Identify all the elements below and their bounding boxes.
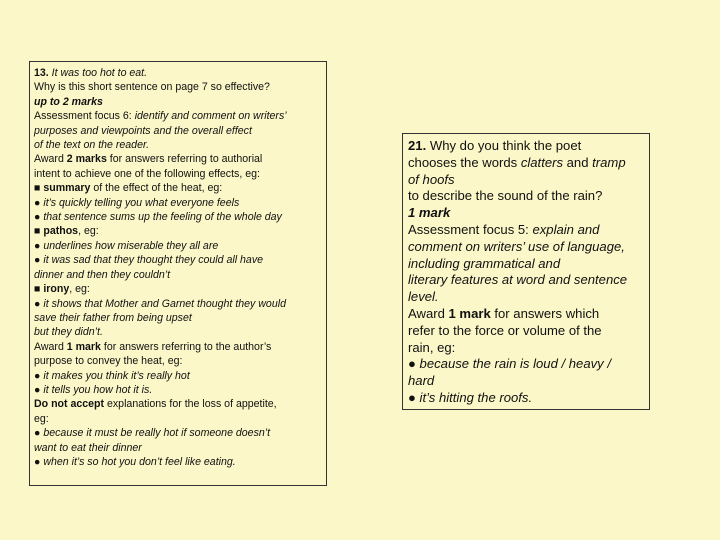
- q21-line: [408, 256, 649, 273]
- q21-text: rain, eg:: [408, 339, 456, 355]
- q13-text: of the text on the reader.: [34, 139, 150, 152]
- q13-text: 1 mark: [66, 340, 101, 353]
- q21-line: [408, 340, 649, 357]
- q13-text: purpose to convey the heat, eg:: [34, 355, 183, 368]
- q21-text: to describe the sound of the rain?: [408, 188, 603, 204]
- q21-text: level.: [408, 289, 439, 305]
- q21-text: chooses the words: [408, 154, 521, 170]
- q13-line: [34, 124, 326, 138]
- q13-text: 2 marks: [66, 153, 107, 166]
- q21-text: of hoofs: [408, 171, 455, 187]
- q13-line: [34, 369, 326, 383]
- q13-line: [34, 354, 326, 368]
- q21-line: [408, 239, 649, 256]
- q13-text: Do not accept: [34, 398, 105, 411]
- q13-text: ●: [34, 369, 44, 382]
- q13-line: [34, 167, 326, 181]
- q21-line: [408, 306, 649, 323]
- q13-text: ●: [34, 196, 44, 209]
- q13-text: Award: [34, 340, 67, 353]
- q13-text: intent to achieve one of the following effects, eg:: [34, 167, 260, 180]
- q13-line: [34, 297, 326, 311]
- q13-text: ●: [34, 383, 44, 396]
- q13-text: because it must be really hot if someone doesn’t: [43, 427, 271, 440]
- q13-line: [34, 80, 326, 94]
- q13-text: , eg:: [78, 225, 99, 238]
- q21-line: [408, 356, 649, 373]
- q21-line: [408, 390, 649, 407]
- q21-line: [408, 188, 649, 205]
- q21-text: comment on writers’ use of language,: [408, 238, 625, 254]
- q13-text: pathos: [43, 225, 79, 238]
- q13-line: [34, 397, 326, 411]
- q21-line: [408, 222, 649, 239]
- q13-text: explanations for the loss of appetite,: [104, 398, 277, 411]
- q13-text: purposes and viewpoints and the overall effect: [34, 124, 252, 137]
- q21-text: 21.: [408, 138, 427, 153]
- q21-text: it’s hitting the roofs.: [419, 389, 533, 405]
- q13-text: it makes you think it’s really hot: [43, 369, 190, 382]
- q13-text: ●: [34, 239, 44, 252]
- q13-text: it shows that Mother and Garnet thought they would: [43, 297, 286, 310]
- q13-text: Award: [34, 153, 67, 166]
- q13-text: identify and comment on writers’: [134, 110, 287, 123]
- q21-line: [408, 138, 649, 155]
- q21-text: explain and: [532, 221, 600, 237]
- q13-text: it was sad that they thought they could all have: [43, 254, 264, 267]
- q13-line: [34, 268, 326, 282]
- q13-line: [34, 325, 326, 339]
- q21-text: ●: [408, 389, 420, 405]
- q13-text: ●: [34, 455, 44, 468]
- q13-text: save their father from being upset: [34, 311, 192, 324]
- q13-text: , eg:: [69, 283, 90, 296]
- q21-text: tramp: [592, 154, 626, 170]
- q13-line: [34, 181, 326, 195]
- q13-text: ●: [34, 254, 44, 267]
- q13-text: that sentence sums up the feeling of the whole day: [43, 211, 282, 224]
- q21-text: refer to the force or volume of the: [408, 322, 602, 338]
- q21-text: literary features at word and sentence: [408, 272, 628, 288]
- q13-text: but they didn’t.: [34, 326, 103, 339]
- q13-line: [34, 210, 326, 224]
- q13-text: ●: [34, 427, 44, 440]
- q13-text: ■: [34, 283, 44, 296]
- q21-text: clatters: [520, 154, 564, 170]
- q13-text: for answers referring to authorial: [106, 153, 263, 166]
- q21-text: for answers which: [490, 305, 600, 321]
- q13-line: [34, 426, 326, 440]
- q13-text: for answers referring to the author’s: [100, 340, 272, 353]
- q13-line: [34, 412, 326, 426]
- q13-line: [34, 196, 326, 210]
- q13-text: Why is this short sentence on page 7 so effective?: [34, 81, 270, 94]
- q13-line: [34, 455, 326, 469]
- q13-text: of the effect of the heat, eg:: [90, 182, 223, 195]
- q21-line: [408, 172, 649, 189]
- q21-line: [408, 289, 649, 306]
- q13-line: [34, 138, 326, 152]
- q13-text: irony: [43, 283, 70, 296]
- q13-text: up to 2 marks: [34, 95, 103, 108]
- q13-text: it tells you how hot it is.: [43, 383, 153, 396]
- q13-line: [34, 152, 326, 166]
- q13-text: it’s quickly telling you what everyone feels: [43, 196, 240, 209]
- q21-text: Assessment focus 5:: [408, 221, 533, 237]
- q13-line: [34, 109, 326, 123]
- q21-text: Award: [408, 305, 449, 321]
- q13-text: ■: [34, 182, 44, 195]
- q21-line: [408, 205, 649, 222]
- q13-line: [34, 282, 326, 296]
- q13-text: underlines how miserable they all are: [43, 239, 219, 252]
- q13-text: eg:: [34, 412, 49, 425]
- q13-line: [34, 239, 326, 253]
- q13-line: [34, 340, 326, 354]
- q13-text: ●: [34, 211, 44, 224]
- q13-line: [34, 66, 326, 80]
- q13-text: ●: [34, 297, 44, 310]
- q21-text: 1 mark: [408, 205, 451, 221]
- q21-line: [408, 323, 649, 340]
- q21-line: [408, 272, 649, 289]
- q13-line: [34, 224, 326, 238]
- q21-text: Why do you think the poet: [426, 138, 582, 153]
- q21-text: ●: [408, 356, 420, 372]
- q21-text: including grammatical and: [408, 255, 561, 271]
- q13-line: [34, 95, 326, 109]
- q13-line: [34, 311, 326, 325]
- q21-text: and: [563, 154, 593, 170]
- q21-text: hard: [408, 373, 435, 389]
- q13-text: Assessment focus 6:: [34, 110, 135, 123]
- q13-text: dinner and then they couldn’t: [34, 268, 171, 281]
- q21-line: [408, 373, 649, 390]
- q13-text: ■: [34, 225, 44, 238]
- q21-line: [408, 155, 649, 172]
- q13-text: summary: [43, 182, 91, 195]
- q21-text: 1 mark: [448, 305, 491, 321]
- q13-text: when it’s so hot you don’t feel like eating.: [43, 455, 236, 468]
- q21-text: because the rain is loud / heavy /: [419, 356, 611, 372]
- q13-text: 13.: [34, 67, 52, 79]
- question-13-mark-scheme: [29, 61, 327, 486]
- q13-line: [34, 383, 326, 397]
- q13-text: It was too hot to eat.: [51, 67, 148, 79]
- q13-text: want to eat their dinner: [34, 441, 142, 454]
- question-21-mark-scheme: [402, 133, 650, 410]
- q13-line: [34, 253, 326, 267]
- q13-line: [34, 441, 326, 455]
